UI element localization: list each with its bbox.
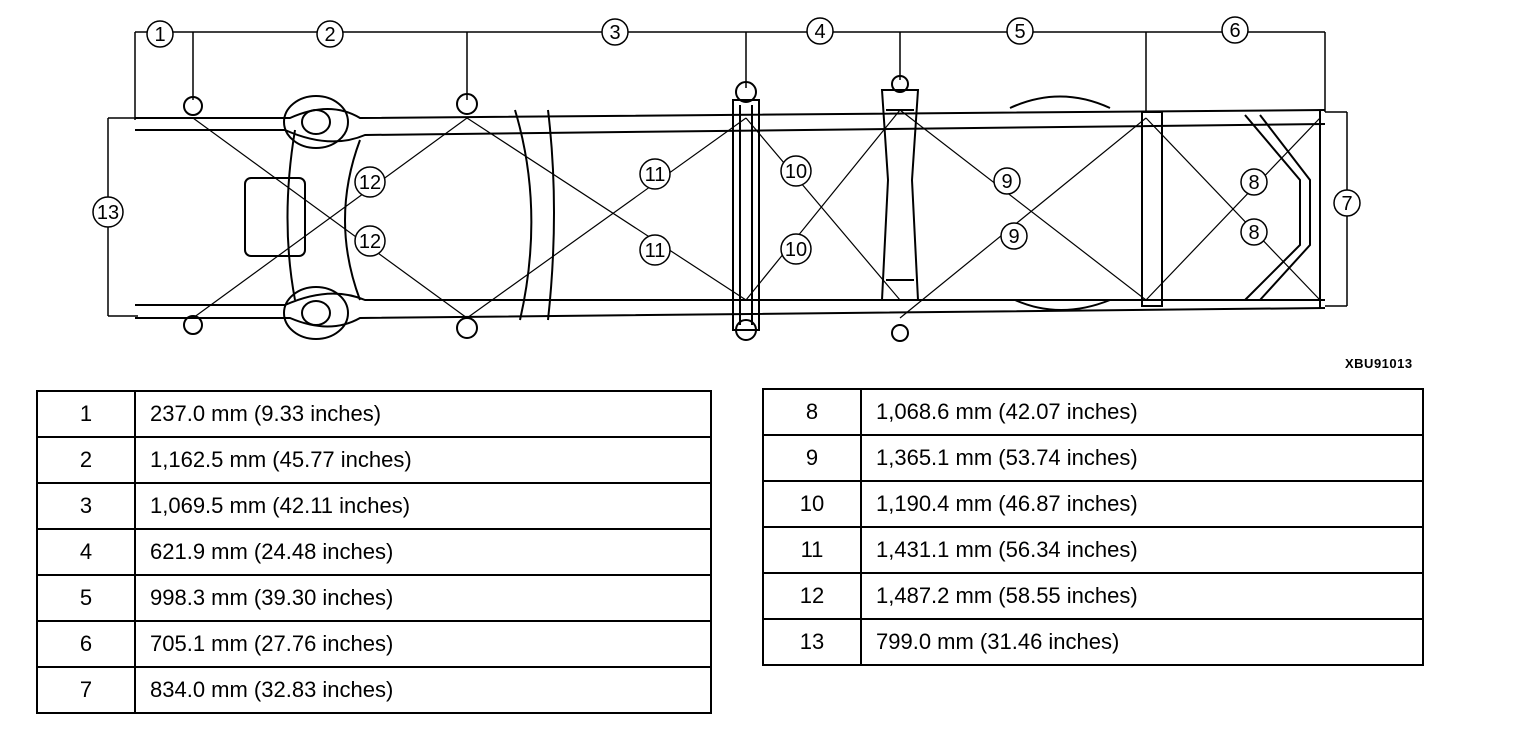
svg-text:9: 9 xyxy=(1008,226,1020,248)
table-row xyxy=(763,619,1423,665)
dimension-value: 1,487.2 mm (58.55 inches) xyxy=(861,573,1423,619)
svg-text:11: 11 xyxy=(644,240,666,262)
callout-3 xyxy=(602,19,628,45)
svg-text:12: 12 xyxy=(358,231,382,253)
callout-8b xyxy=(1241,219,1267,245)
svg-text:13: 13 xyxy=(96,202,120,224)
callout-7 xyxy=(1334,190,1360,216)
table-row xyxy=(763,573,1423,619)
svg-text:12: 12 xyxy=(358,172,382,194)
callout-12a xyxy=(355,167,385,197)
callout-8a xyxy=(1241,169,1267,195)
dimension-value: 237.0 mm (9.33 inches) xyxy=(135,391,711,437)
dimension-number: 10 xyxy=(763,481,861,527)
dimension-table-right xyxy=(762,388,1424,666)
table-row xyxy=(763,435,1423,481)
callout-11b xyxy=(640,235,670,265)
dimension-value: 1,068.6 mm (42.07 inches) xyxy=(861,389,1423,435)
dimension-number: 2 xyxy=(37,437,135,483)
table-row xyxy=(37,437,711,483)
table-row xyxy=(37,667,711,713)
callout-13 xyxy=(93,197,123,227)
dimension-value: 1,431.1 mm (56.34 inches) xyxy=(861,527,1423,573)
table-row xyxy=(37,483,711,529)
table-row xyxy=(763,481,1423,527)
dimension-number: 3 xyxy=(37,483,135,529)
svg-text:5: 5 xyxy=(1014,21,1026,43)
svg-text:11: 11 xyxy=(644,164,666,186)
dimension-value: 1,190.4 mm (46.87 inches) xyxy=(861,481,1423,527)
dimension-value: 1,365.1 mm (53.74 inches) xyxy=(861,435,1423,481)
dimension-number: 6 xyxy=(37,621,135,667)
svg-text:10: 10 xyxy=(784,239,808,261)
dimension-value: 621.9 mm (24.48 inches) xyxy=(135,529,711,575)
dimension-number: 11 xyxy=(763,527,861,573)
callout-9a xyxy=(994,168,1020,194)
dimension-value: 705.1 mm (27.76 inches) xyxy=(135,621,711,667)
callout-11a xyxy=(640,159,670,189)
svg-text:1: 1 xyxy=(154,24,166,46)
callout-12b xyxy=(355,226,385,256)
callout-6 xyxy=(1222,17,1248,43)
table-row xyxy=(37,575,711,621)
dimension-value: 1,069.5 mm (42.11 inches) xyxy=(135,483,711,529)
dimension-number: 1 xyxy=(37,391,135,437)
table-row xyxy=(37,391,711,437)
callout-2 xyxy=(317,21,343,47)
figure-id: XBU91013 xyxy=(1345,356,1413,371)
dimension-number: 9 xyxy=(763,435,861,481)
callout-10b xyxy=(781,234,811,264)
svg-text:8: 8 xyxy=(1248,222,1260,244)
svg-text:4: 4 xyxy=(814,21,826,43)
svg-text:8: 8 xyxy=(1248,172,1260,194)
svg-text:9: 9 xyxy=(1001,171,1013,193)
callout-4 xyxy=(807,18,833,44)
table-row xyxy=(763,389,1423,435)
dimension-number: 8 xyxy=(763,389,861,435)
table-row xyxy=(37,621,711,667)
dimension-number: 13 xyxy=(763,619,861,665)
dimension-value: 799.0 mm (31.46 inches) xyxy=(861,619,1423,665)
svg-text:6: 6 xyxy=(1229,20,1241,42)
callout-9b xyxy=(1001,223,1027,249)
dimension-table-left xyxy=(36,390,712,714)
callout-layer xyxy=(0,0,1520,360)
svg-text:10: 10 xyxy=(784,161,808,183)
callout-10a xyxy=(781,156,811,186)
callout-5 xyxy=(1007,18,1033,44)
dimension-number: 5 xyxy=(37,575,135,621)
table-row xyxy=(763,527,1423,573)
callout-1 xyxy=(147,21,173,47)
dimension-value: 998.3 mm (39.30 inches) xyxy=(135,575,711,621)
dimension-number: 7 xyxy=(37,667,135,713)
dimension-number: 4 xyxy=(37,529,135,575)
dimension-value: 1,162.5 mm (45.77 inches) xyxy=(135,437,711,483)
svg-text:2: 2 xyxy=(324,24,336,46)
dimension-number: 12 xyxy=(763,573,861,619)
svg-text:7: 7 xyxy=(1341,193,1353,215)
dimension-value: 834.0 mm (32.83 inches) xyxy=(135,667,711,713)
svg-text:3: 3 xyxy=(609,22,621,44)
table-row xyxy=(37,529,711,575)
